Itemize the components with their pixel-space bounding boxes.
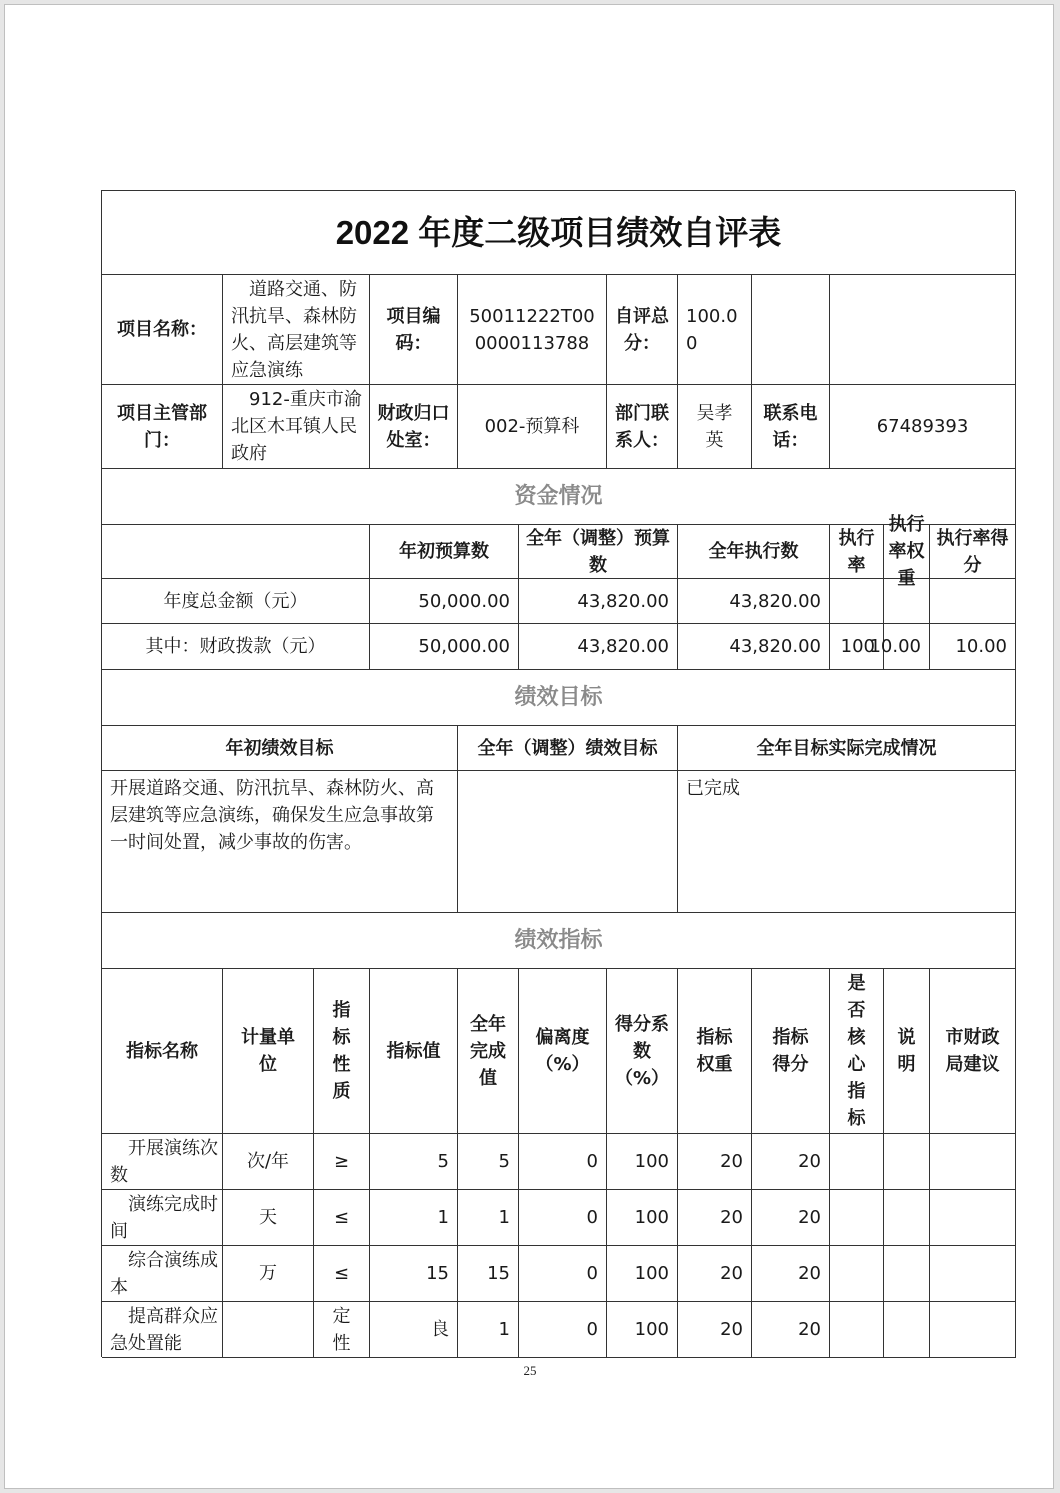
ind-name: 提高群众应急处置能 (102, 1302, 223, 1358)
score-label: 自评总分： (607, 275, 678, 385)
ind-note (884, 1134, 930, 1190)
ind-header-core: 是否核心指标 (830, 969, 884, 1134)
ind-target: 15 (370, 1246, 458, 1302)
page-number: 25 (523, 1363, 537, 1378)
funds-executed: 43,820.00 (678, 624, 830, 670)
ind-weight: 20 (678, 1246, 752, 1302)
ind-name: 综合演练成本 (102, 1246, 223, 1302)
score-value: 100.00 (678, 275, 752, 385)
funds-row-label: 其中：财政拨款（元） (102, 624, 370, 670)
funds-score: 10.00 (930, 624, 1016, 670)
funds-score (930, 579, 1016, 624)
ind-nature: ≥ (314, 1134, 370, 1190)
ind-nature: ≤ (314, 1246, 370, 1302)
goals-section-title: 绩效目标 (102, 670, 1016, 726)
finance-office-value: 002-预算科 (458, 385, 607, 469)
funds-row-label: 年度总金额（元） (102, 579, 370, 624)
ind-header-note: 说明 (884, 969, 930, 1134)
funds-header-score: 执行率得分 (930, 525, 1016, 579)
funds-header-adjusted: 全年（调整）预算数 (519, 525, 678, 579)
funds-weight (884, 579, 930, 624)
funds-header-executed: 全年执行数 (678, 525, 830, 579)
ind-unit: 次/年 (223, 1134, 314, 1190)
goals-adjusted-text (458, 771, 678, 913)
funds-header-blank (102, 525, 370, 579)
ind-header-score: 指标得分 (752, 969, 830, 1134)
funds-weight: 10.00 (884, 624, 930, 670)
ind-actual: 1 (458, 1190, 519, 1246)
contact-label: 部门联系人： (607, 385, 678, 469)
project-name-value: 道路交通、防汛抗旱、森林防火、高层建筑等应急演练 (223, 275, 370, 385)
ind-score: 20 (752, 1302, 830, 1358)
funds-initial: 50,000.00 (370, 624, 519, 670)
ind-core (830, 1190, 884, 1246)
ind-header-weight: 指标权重 (678, 969, 752, 1134)
ind-coef: 100 (607, 1302, 678, 1358)
ind-nature: 定性 (314, 1302, 370, 1358)
ind-core (830, 1134, 884, 1190)
phone-value: 67489393 (830, 385, 1016, 469)
ind-actual: 1 (458, 1302, 519, 1358)
ind-deviation: 0 (519, 1302, 607, 1358)
indicators-section-title: 绩效指标 (102, 913, 1016, 969)
ind-advice (930, 1134, 1016, 1190)
ind-deviation: 0 (519, 1134, 607, 1190)
ind-name: 开展演练次数 (102, 1134, 223, 1190)
ind-core (830, 1302, 884, 1358)
funds-initial: 50,000.00 (370, 579, 519, 624)
ind-unit: 天 (223, 1190, 314, 1246)
ind-header-deviation: 偏离度（%） (519, 969, 607, 1134)
ind-weight: 20 (678, 1302, 752, 1358)
ind-advice (930, 1246, 1016, 1302)
ind-header-target: 指标值 (370, 969, 458, 1134)
ind-core (830, 1246, 884, 1302)
ind-name: 演练完成时间 (102, 1190, 223, 1246)
ind-advice (930, 1190, 1016, 1246)
dept-value: 912-重庆市渝北区木耳镇人民政府 (223, 385, 370, 469)
contact-value: 吴孝英 (678, 385, 752, 469)
evaluation-table (101, 190, 1015, 1357)
dept-label: 项目主管部门： (102, 385, 223, 469)
ind-target: 5 (370, 1134, 458, 1190)
ind-advice (930, 1302, 1016, 1358)
goals-header-adjusted: 全年（调整）绩效目标 (458, 726, 678, 771)
goals-actual-text: 已完成 (678, 771, 1016, 913)
ind-header-name: 指标名称 (102, 969, 223, 1134)
ind-target: 1 (370, 1190, 458, 1246)
ind-weight: 20 (678, 1134, 752, 1190)
funds-adjusted: 43,820.00 (519, 579, 678, 624)
funds-rate: 100 (830, 624, 884, 670)
ind-deviation: 0 (519, 1190, 607, 1246)
funds-header-rate: 执行率 (830, 525, 884, 579)
ind-score: 20 (752, 1246, 830, 1302)
ind-actual: 5 (458, 1134, 519, 1190)
ind-actual: 15 (458, 1246, 519, 1302)
goals-header-initial: 年初绩效目标 (102, 726, 458, 771)
ind-note (884, 1190, 930, 1246)
ind-deviation: 0 (519, 1246, 607, 1302)
ind-coef: 100 (607, 1190, 678, 1246)
funds-rate (830, 579, 884, 624)
funds-executed: 43,820.00 (678, 579, 830, 624)
ind-header-nature: 指标性质 (314, 969, 370, 1134)
goals-header-actual: 全年目标实际完成情况 (678, 726, 1016, 771)
project-code-label: 项目编码： (370, 275, 458, 385)
goals-initial-text: 开展道路交通、防汛抗旱、森林防火、高层建筑等应急演练，确保发生应急事故第一时间处置，减少事故的伤害。 (102, 771, 458, 913)
ind-score: 20 (752, 1134, 830, 1190)
funds-section-title: 资金情况 (102, 469, 1016, 525)
blank-cell (830, 275, 1016, 385)
ind-nature: ≤ (314, 1190, 370, 1246)
finance-office-label: 财政归口处室： (370, 385, 458, 469)
phone-label: 联系电话： (752, 385, 830, 469)
ind-unit (223, 1302, 314, 1358)
ind-header-advice: 市财政局建议 (930, 969, 1016, 1134)
ind-note (884, 1302, 930, 1358)
ind-score: 20 (752, 1190, 830, 1246)
ind-coef: 100 (607, 1134, 678, 1190)
ind-coef: 100 (607, 1246, 678, 1302)
blank-cell (752, 275, 830, 385)
ind-weight: 20 (678, 1190, 752, 1246)
ind-header-unit: 计量单位 (223, 969, 314, 1134)
project-code-value: 50011222T000000113788 (458, 275, 607, 385)
ind-header-actual: 全年完成值 (458, 969, 519, 1134)
ind-unit: 万 (223, 1246, 314, 1302)
funds-header-initial: 年初预算数 (370, 525, 519, 579)
project-name-label: 项目名称： (102, 275, 223, 385)
table-title: 2022 年度二级项目绩效自评表 (102, 191, 1016, 275)
funds-adjusted: 43,820.00 (519, 624, 678, 670)
ind-target: 良 (370, 1302, 458, 1358)
funds-header-weight: 执行率权重 (884, 525, 930, 579)
ind-header-coef: 得分系数（%） (607, 969, 678, 1134)
ind-note (884, 1246, 930, 1302)
